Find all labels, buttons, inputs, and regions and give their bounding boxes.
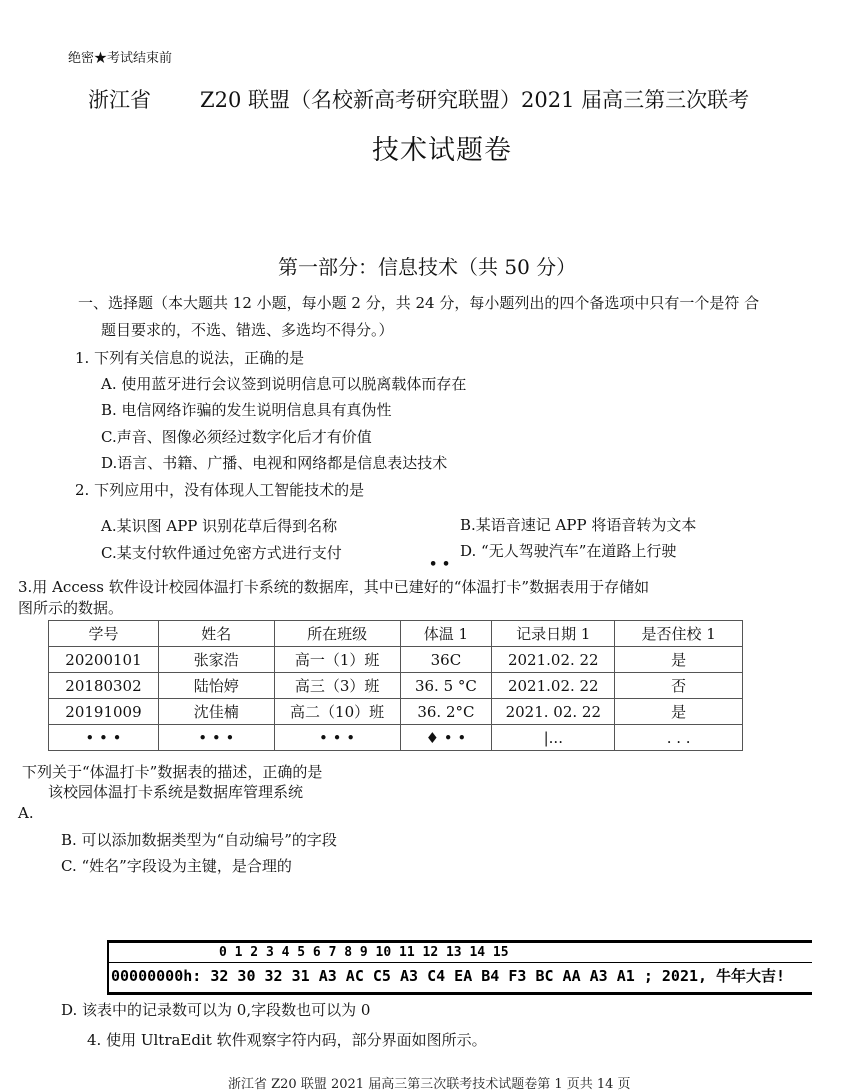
hex-top-border xyxy=(107,940,812,943)
instructions-line-1: 一、选择题（本大题共 12 小题，每小题 2 分，共 24 分，每小题列出的四个备选项中只有一个是符 合 xyxy=(78,294,760,312)
q1-option-d: D.语言、书籍、广播、电视和网络都是信息表达技术 xyxy=(101,454,448,472)
table-header: 所在班级 xyxy=(274,621,400,647)
table-cell: 高二（10）班 xyxy=(274,699,400,725)
table-cell: 沈佳楠 xyxy=(158,699,274,725)
table-cell: 2021.02. 22 xyxy=(492,673,615,699)
exam-title: Z20 联盟（名校新高考研究联盟）2021 届高三第三次联考 xyxy=(200,88,750,112)
table-cell: 36. 5 °C xyxy=(400,673,492,699)
table-cell: ♦ • • xyxy=(400,725,492,751)
section-title: 第一部分：信息技术（共 50 分） xyxy=(278,255,577,279)
table-cell: • • • xyxy=(274,725,400,751)
table-cell: 2021.02. 22 xyxy=(492,647,615,673)
table-row xyxy=(49,673,743,699)
table-cell: 是 xyxy=(615,699,743,725)
q2-option-d: D. “无人驾驶汽车”在道路上行驶 xyxy=(460,542,677,560)
table-cell: 36C xyxy=(400,647,492,673)
table-header-row xyxy=(49,621,743,647)
emphasis-dots: • • xyxy=(429,557,451,572)
q3-option-d: D. 该表中的记录数可以为 0,字段数也可以为 0 xyxy=(61,1001,371,1019)
table-cell: • • • xyxy=(158,725,274,751)
table-header: 学号 xyxy=(49,621,159,647)
q2-option-b: B.某语音速记 APP 将语音转为文本 xyxy=(460,516,697,534)
hex-header-divider xyxy=(107,962,812,963)
q1-option-a: A. 使用蓝牙进行会议签到说明信息可以脱离载体而存在 xyxy=(101,375,467,393)
province-label: 浙江省 xyxy=(88,88,151,112)
hex-data-row: 00000000h: 32 30 32 31 A3 AC C5 A3 C4 EA B4 F3 BC AA A3 A1 ; 2021, 牛年大吉! xyxy=(111,967,786,985)
q3-stem-line-1: 3.用 Access 软件设计校园体温打卡系统的数据库，其中已建好的“体温打卡”数据表用于存储如 xyxy=(18,578,650,596)
q2-stem: 2. 下列应用中，没有体现人工智能技术的是 xyxy=(75,481,365,499)
table-cell: . . . xyxy=(615,725,743,751)
q3-prompt: 下列关于“体温打卡”数据表的描述，正确的是 xyxy=(22,763,323,781)
temperature-table xyxy=(48,620,743,751)
q3-stem-line-2: 图所示的数据。 xyxy=(18,599,124,617)
table-cell: 20200101 xyxy=(49,647,159,673)
table-cell: 高三（3）班 xyxy=(274,673,400,699)
q1-option-b: B. 电信网络诈骗的发生说明信息具有真伪性 xyxy=(101,401,392,419)
table-cell: 20191009 xyxy=(49,699,159,725)
table-cell: 36. 2°C xyxy=(400,699,492,725)
table-header: 体温 1 xyxy=(400,621,492,647)
q4-stem: 4. 使用 UltraEdit 软件观察字符内码，部分界面如图所示。 xyxy=(87,1031,487,1049)
table-cell: 是 xyxy=(615,647,743,673)
instructions-line-2: 题目要求的，不选、错选、多选均不得分。） xyxy=(101,321,394,339)
table-header: 是否住校 1 xyxy=(615,621,743,647)
table-cell: 否 xyxy=(615,673,743,699)
q1-stem: 1. 下列有关信息的说法，正确的是 xyxy=(75,349,305,367)
q3-option-a-letter: A. xyxy=(18,804,34,822)
hex-left-border xyxy=(107,940,109,995)
table-row xyxy=(49,725,743,751)
table-header: 记录日期 1 xyxy=(492,621,615,647)
q2-option-a: A.某识图 APP 识别花草后得到名称 xyxy=(101,517,338,535)
table-cell: 高一（1）班 xyxy=(274,647,400,673)
hex-view-panel xyxy=(107,940,812,998)
table-cell: 20180302 xyxy=(49,673,159,699)
table-cell: 2021. 02. 22 xyxy=(492,699,615,725)
page-footer: 浙江省 Z20 联盟 2021 届高三第三次联考技术试题卷第 1 页共 14 页 xyxy=(228,1077,631,1092)
q3-option-a-text: 该校园体温打卡系统是数据库管理系统 xyxy=(48,783,304,801)
table-cell: 陆怡婷 xyxy=(158,673,274,699)
q2-option-c: C.某支付软件通过免密方式进行支付 xyxy=(101,544,342,562)
q1-option-c: C.声音、图像必须经过数字化后才有价值 xyxy=(101,428,372,446)
table-cell: |... xyxy=(492,725,615,751)
table-row xyxy=(49,699,743,725)
confidential-mark: 绝密★考试结束前 xyxy=(68,51,173,66)
table-cell: 张家浩 xyxy=(158,647,274,673)
paper-title: 技术试题卷 xyxy=(372,135,512,166)
table-header: 姓名 xyxy=(158,621,274,647)
hex-column-header: 0 1 2 3 4 5 6 7 8 9 10 11 12 13 14 15 xyxy=(219,945,509,960)
table-cell: • • • xyxy=(49,725,159,751)
q3-option-b: B. 可以添加数据类型为“自动编号”的字段 xyxy=(61,831,337,849)
table-row xyxy=(49,647,743,673)
hex-bottom-border xyxy=(107,992,812,995)
q3-option-c: C. “姓名”字段设为主键，是合理的 xyxy=(61,857,292,875)
